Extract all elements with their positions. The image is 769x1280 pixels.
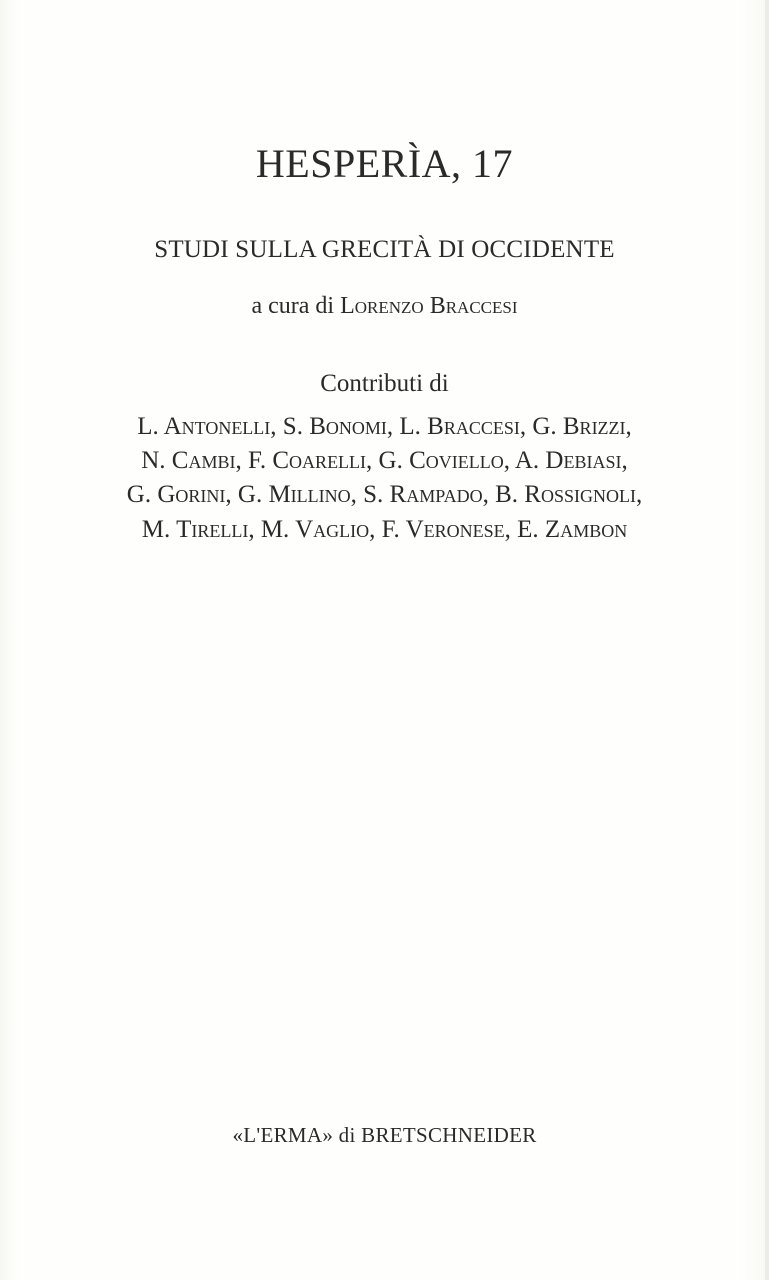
publisher-imprint: «L'ERMA» di BRETSCHNEIDER	[232, 1123, 537, 1147]
editor-prefix: a cura di	[251, 293, 335, 319]
contributors-line: N. Cambi, F. Coarelli, G. Coviello, A. Debiasi,	[141, 447, 628, 474]
contributors-heading: Contributi di	[320, 370, 449, 397]
book-title: HESPERÌA, 17	[255, 141, 514, 186]
contributors-line: M. Tirelli, M. Vaglio, F. Veronese, E. Zambon	[141, 516, 628, 543]
editor-line	[0, 293, 769, 320]
contributors-line: G. Gorini, G. Millino, S. Rampado, B. Rossignoli,	[126, 481, 643, 508]
contributors-line: L. Antonelli, S. Bonomi, L. Braccesi, G. Brizzi,	[137, 413, 632, 440]
page-edge	[765, 0, 769, 1280]
editor-name: Lorenzo Braccesi	[340, 293, 518, 319]
book-subtitle: STUDI SULLA GRECITÀ DI OCCIDENTE	[154, 236, 615, 263]
